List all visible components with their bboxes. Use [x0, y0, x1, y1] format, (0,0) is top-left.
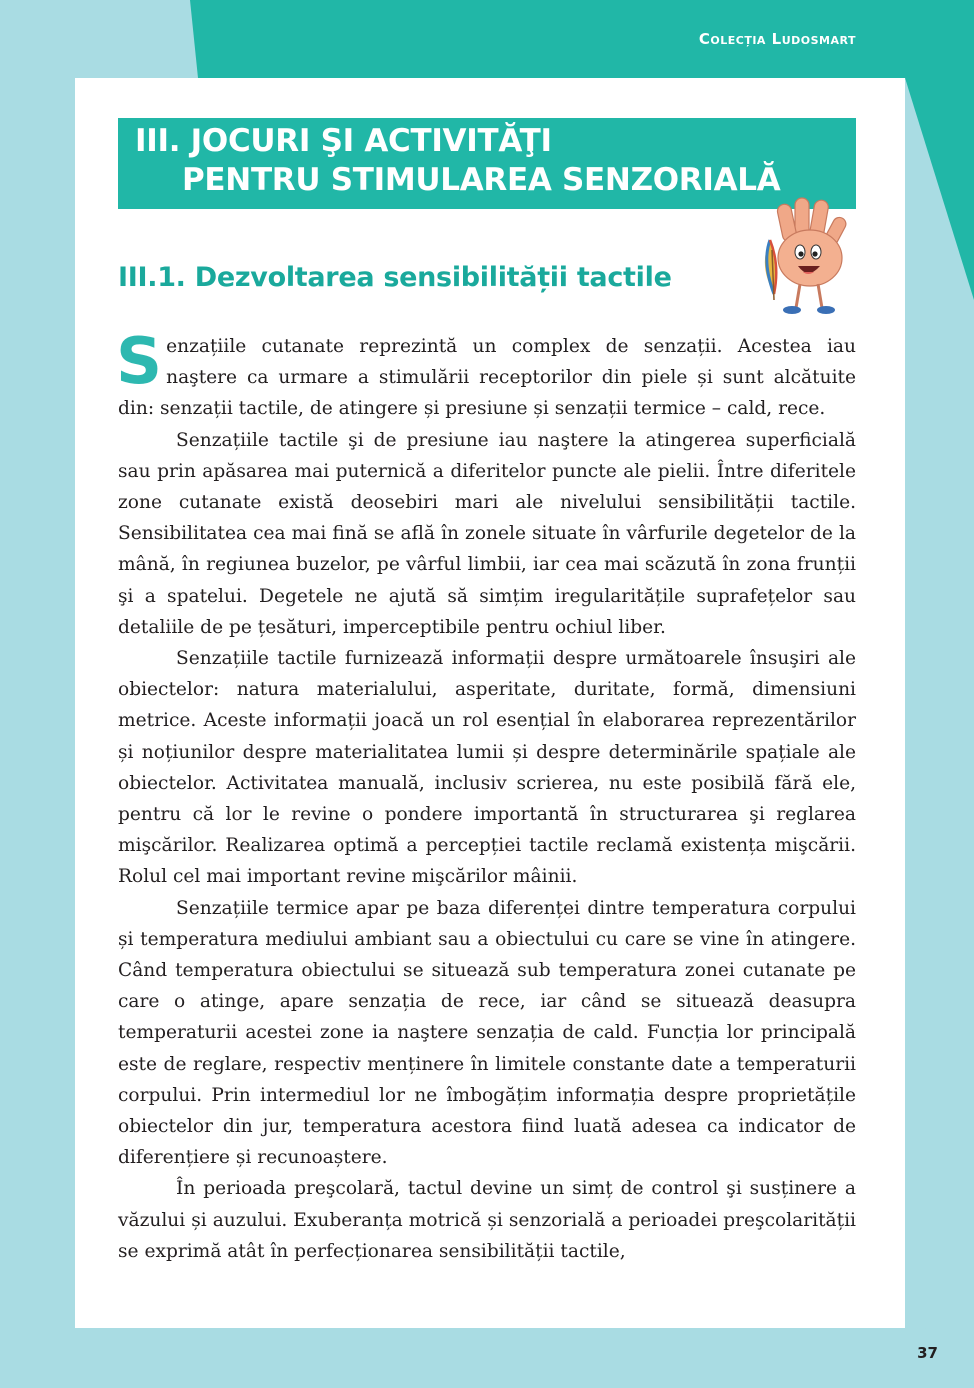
paragraph-5: În perioada preşcolară, tactul devine un simț de control şi susținere a văzului și auzului. Exuberanța motrică și senzorială a perioadei preşcolarității se exprimă atât în perfecționarea sensibilității tactile, — [118, 1178, 856, 1262]
series-name: Colecția Ludosmart — [698, 30, 856, 48]
paragraph-1 — [116, 325, 856, 425]
drop-cap: S — [116, 325, 163, 399]
paragraph-2: Senzațiile tactile şi de presiune iau naştere la atingerea superficială sau prin apăsarea mai puternică a diferitelor puncte ale pielii. Între diferitele zone cutanate există deosebiri mari ale nivelului sensibilității tactile. Sensibilitatea cea mai fină se află în zonele situate în vârfurile degetelor de la mână, în regiunea buzelor, pe vârful limbii, iar cea mai scăzută în zona frunții şi a spatelui. Degetele ne ajută să simțim iregularitățile suprafețelor sau detaliile de pe țesături, imperceptibile pentru ochiul liber. — [118, 429, 856, 638]
chapter-title-line-1: III. JOCURI ŞI ACTIVITĂŢI — [135, 123, 552, 159]
feather-icon — [765, 240, 776, 300]
page-number: 37 — [917, 1344, 938, 1362]
chapter-banner — [118, 118, 856, 209]
hand-mascot-icon — [748, 190, 858, 318]
paragraph-4: Senzațiile termice apar pe baza diferenței dintre temperatura corpului și temperatura mediului ambiant sau a obiectului cu care se vine în atingere. Când temperatura obiectului se situează sub temperatura zonei cutanate pe care o atinge, apare senzația de rece, iar când se situează deasupra temperaturii acestei zone ia naştere senzația de cald. Funcția lor principală este de reglare, respectiv menținere în limitele constante date a temperaturii corpului. Prin intermediul lor ne îmbogățim informația despre proprietățile obiectelor din jur, temperatura acestora fiind luată adesea ca indicator de diferențiere și recunoaștere. — [118, 897, 856, 1169]
paragraph-3: Senzațiile tactile furnizează informații despre următoarele însuşiri ale obiectelor: natura materialului, asperitate, duritate, formă, dimensiuni metrice. Aceste informații joacă un rol esențial în elaborarea reprezentărilor și noțiunilor despre materialitatea lumii și despre determinările spațiale ale obiectelor. Activitatea manuală, inclusiv scrierea, nu este posibilă fără ele, pentru că lor le revine o pondere importantă în structurarea şi reglarea mişcărilor. Realizarea optimă a percepției tactile reclamă existența mişcării. Rolul cel mai important revine mişcărilor mâinii. — [118, 648, 856, 888]
chapter-title-line-2: PENTRU STIMULAREA SENZORIALĂ — [182, 162, 781, 198]
paragraph-1-text: enzațiile cutanate reprezintă un complex de senzații. Acestea iau naştere ca urmare a stimulării receptorilor din piele și sunt alcătuite din: senzații tactile, de atingere și presiune și senzații termice – cald, rece. — [118, 336, 856, 420]
section-title: III.1. Dezvoltarea sensibilității tactile — [118, 262, 672, 293]
article-body — [116, 325, 856, 1267]
